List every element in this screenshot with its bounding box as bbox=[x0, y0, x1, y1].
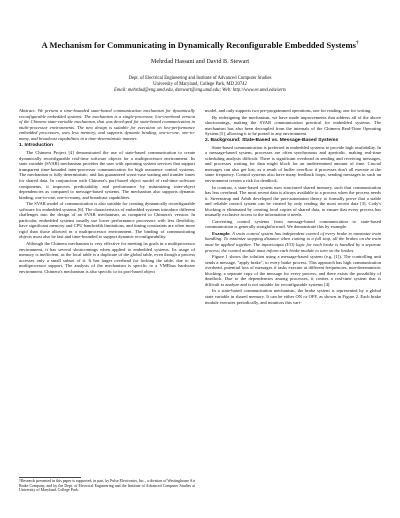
title-footnote-mark: † bbox=[355, 41, 359, 47]
background-paragraph-5: In a state-based communication mechanism, the brake system is represented by a global state variable in shared memory. It can be either ON or OFF, as shown in Figure 2. Each brake module executes periodically, and monitors this vari- bbox=[205, 288, 381, 305]
background-paragraph-1: State-based communication is preferred in embedded systems to provide high availability. In a message-based system, processes are often synchronous and aperiodic, making real-time scheduling analysis difficult. There is significant overhead in sending and receiving messages, and processes waiting for data might block for an undetermined amount of time. Crucial messages can also get lost, as a result of buffer overflow if processes don't all execute at the same frequency. Control systems also have many feedback loops; sending messages in such an environment creates a risk for deadlock. bbox=[205, 144, 381, 184]
footnote: †Research presented in this paper is supported, in part, by Pulse Electronics, Inc., a division of Westinghouse Air Brake Company, and by the Dept. of Electrical Engineering and the Institute of Advanced Computer Studies at University of Maryland, College Park. bbox=[19, 479, 195, 493]
paper-title-text: A Mechanism for Communicating in Dynamically Reconfigurable Embedded Systems bbox=[41, 40, 356, 50]
section-heading-background: 2. Background: State-Based vs. Message-Based Systems bbox=[205, 137, 339, 143]
abstract: Abstract: We present a time-bounded state-based communication mechanism for dynamically reconfigurable embedded systems. The mechanism is a single-processor, low-overhead version of the Chimera state-variable mechanism, that was developed for state-based communication in multi-processor environments. The new design is suitable for execution on low-performance embedded processors, uses less memory, and supports dynamic binding, one-to-one, one-to-many, and broadcast capabilities in a time-deterministic manner. bbox=[19, 108, 195, 141]
footnote-divider bbox=[19, 477, 81, 478]
affiliation-contact: Email: mehrdad@eng.umd.edu, dstewart@eng.umd.edu; Web: http://www.ee.umd.edu/serts bbox=[114, 87, 286, 93]
affiliation-department: Dept. of Electrical Engineering and Institute of Advanced Computer Studies bbox=[128, 76, 272, 81]
example-paragraph bbox=[205, 231, 381, 253]
intro-paragraph-3: Although the Chimera mechanism is very effective for meeting its goals in a multiprocessor environment, it has several shortcomings when applied to embedded systems. Its usage of memory is inefficient, as the local table is a duplicate of the global table, even though a process accesses only a small subset of it. It has larger overhead for locking the table, due to its multiprocessor support. The analysis of the mechanism is specific to a VMEbus hardware environment. Chimera's mechanism is also specific to its port-based object bbox=[19, 241, 195, 274]
section-heading-introduction: 1. Introduction bbox=[19, 143, 53, 149]
right-column bbox=[205, 108, 381, 306]
background-paragraph-3: Converting control systems from message-based communication to state-based communication is generally straightforward. We demonstrate this by example. bbox=[205, 218, 381, 230]
example-label: Example: bbox=[212, 230, 231, 236]
background-paragraph-4: Figure 1 shows the solution using a message-based system (e.g. [1]). The controlling unit sends a message, "apply brake", to every brake process. This approach has high communication overhead, potential loss of messages if tasks execute at different frequencies, non-deterministic blocking, a separate copy of the message for every process, and there exists the possibility of deadlock. Due to the dependencies among processes, it creates a real-time system that is difficult to analyze and is not suitable for reconfigurable systems [4]. bbox=[205, 254, 381, 287]
author-affiliation bbox=[20, 76, 380, 94]
intro-paragraph-1: The Chimera Project [4] demonstrated the use of state-based communication to create dynamically reconfigurable real-time software objects for a multiprocessor environment. Its state variable (SVAR) mechanism provides the user with operating system services that support transparent time-bounded inter-processor communication for high assurance control systems. The mechanism is fully deterministic, and has guaranteed worst-case waiting and transfer times for shared data. In conjunction with Chimera's port-based object model of real-time software components, it improves predictability and performance by minimizing inter-object dependencies as compared to message-based systems. The mechanism also supports dynamic binding, one-to-one, one-to-many, and broadcast capabilities. bbox=[19, 150, 195, 200]
paper-authors: Mehrdad Hassani and David B. Stewart bbox=[150, 58, 250, 65]
left-column bbox=[19, 108, 195, 275]
intro-paragraph-2: The SVAR model of communication is also suitable for creating dynamically reconfigurable software for embedded systems [6]. The characteristics of embedded systems introduce different challenges into the design of an SVAR mechanism, as compared to Chimera's version. In particular, embedded systems usually use lower performance processors with less flexibility, have significant memory and CPU bandwidth limitations, and timing constraints are often more rigid than those allowed in a multiprocessor environment. The binding of communicating objects must also be fast and time-bounded to support dynamic reconfigurability. bbox=[19, 201, 195, 240]
background-paragraph-2: In contrast, a state-based system uses structured shared memory, such that communication has less overhead. The most recent data is always available to a process when the process needs it. Streenstrup and Arbib developed the port-automaton theory to formally prove that a stable and reliable control system can be created by only reading the most recent data [3]. Cody's blocking is eliminated by creating local copies of shared data, to ensure that every process has mutually exclusive access to the information it needs. bbox=[205, 184, 381, 218]
intro-paragraph-4: By redesigning the mechanism, we have made improvements that address all of the above shortcomings, making the SVAR communication practical for embedded systems. The mechanism has also been decoupled from the internals of the Chimera Real-Time Operating System [5], allowing it to be ported to any environment. bbox=[205, 114, 381, 137]
example-text: A train control system has independent control of every brake to maximize train handling. To minimize stopping distance when coming to a full stop, all the brakes on the train must be applied together. The input/output (I/O) logic for each brake is handled by a separate process; the control module must inform each brake module to turn on the brakes. bbox=[205, 230, 381, 253]
paper-title bbox=[20, 40, 380, 50]
intro-paragraph-continued: model, and only supports two pre-programmed operations, one for reading, one for writing. bbox=[205, 108, 372, 113]
affiliation-university: University of Maryland, College Park, MD 20742 bbox=[153, 81, 247, 87]
